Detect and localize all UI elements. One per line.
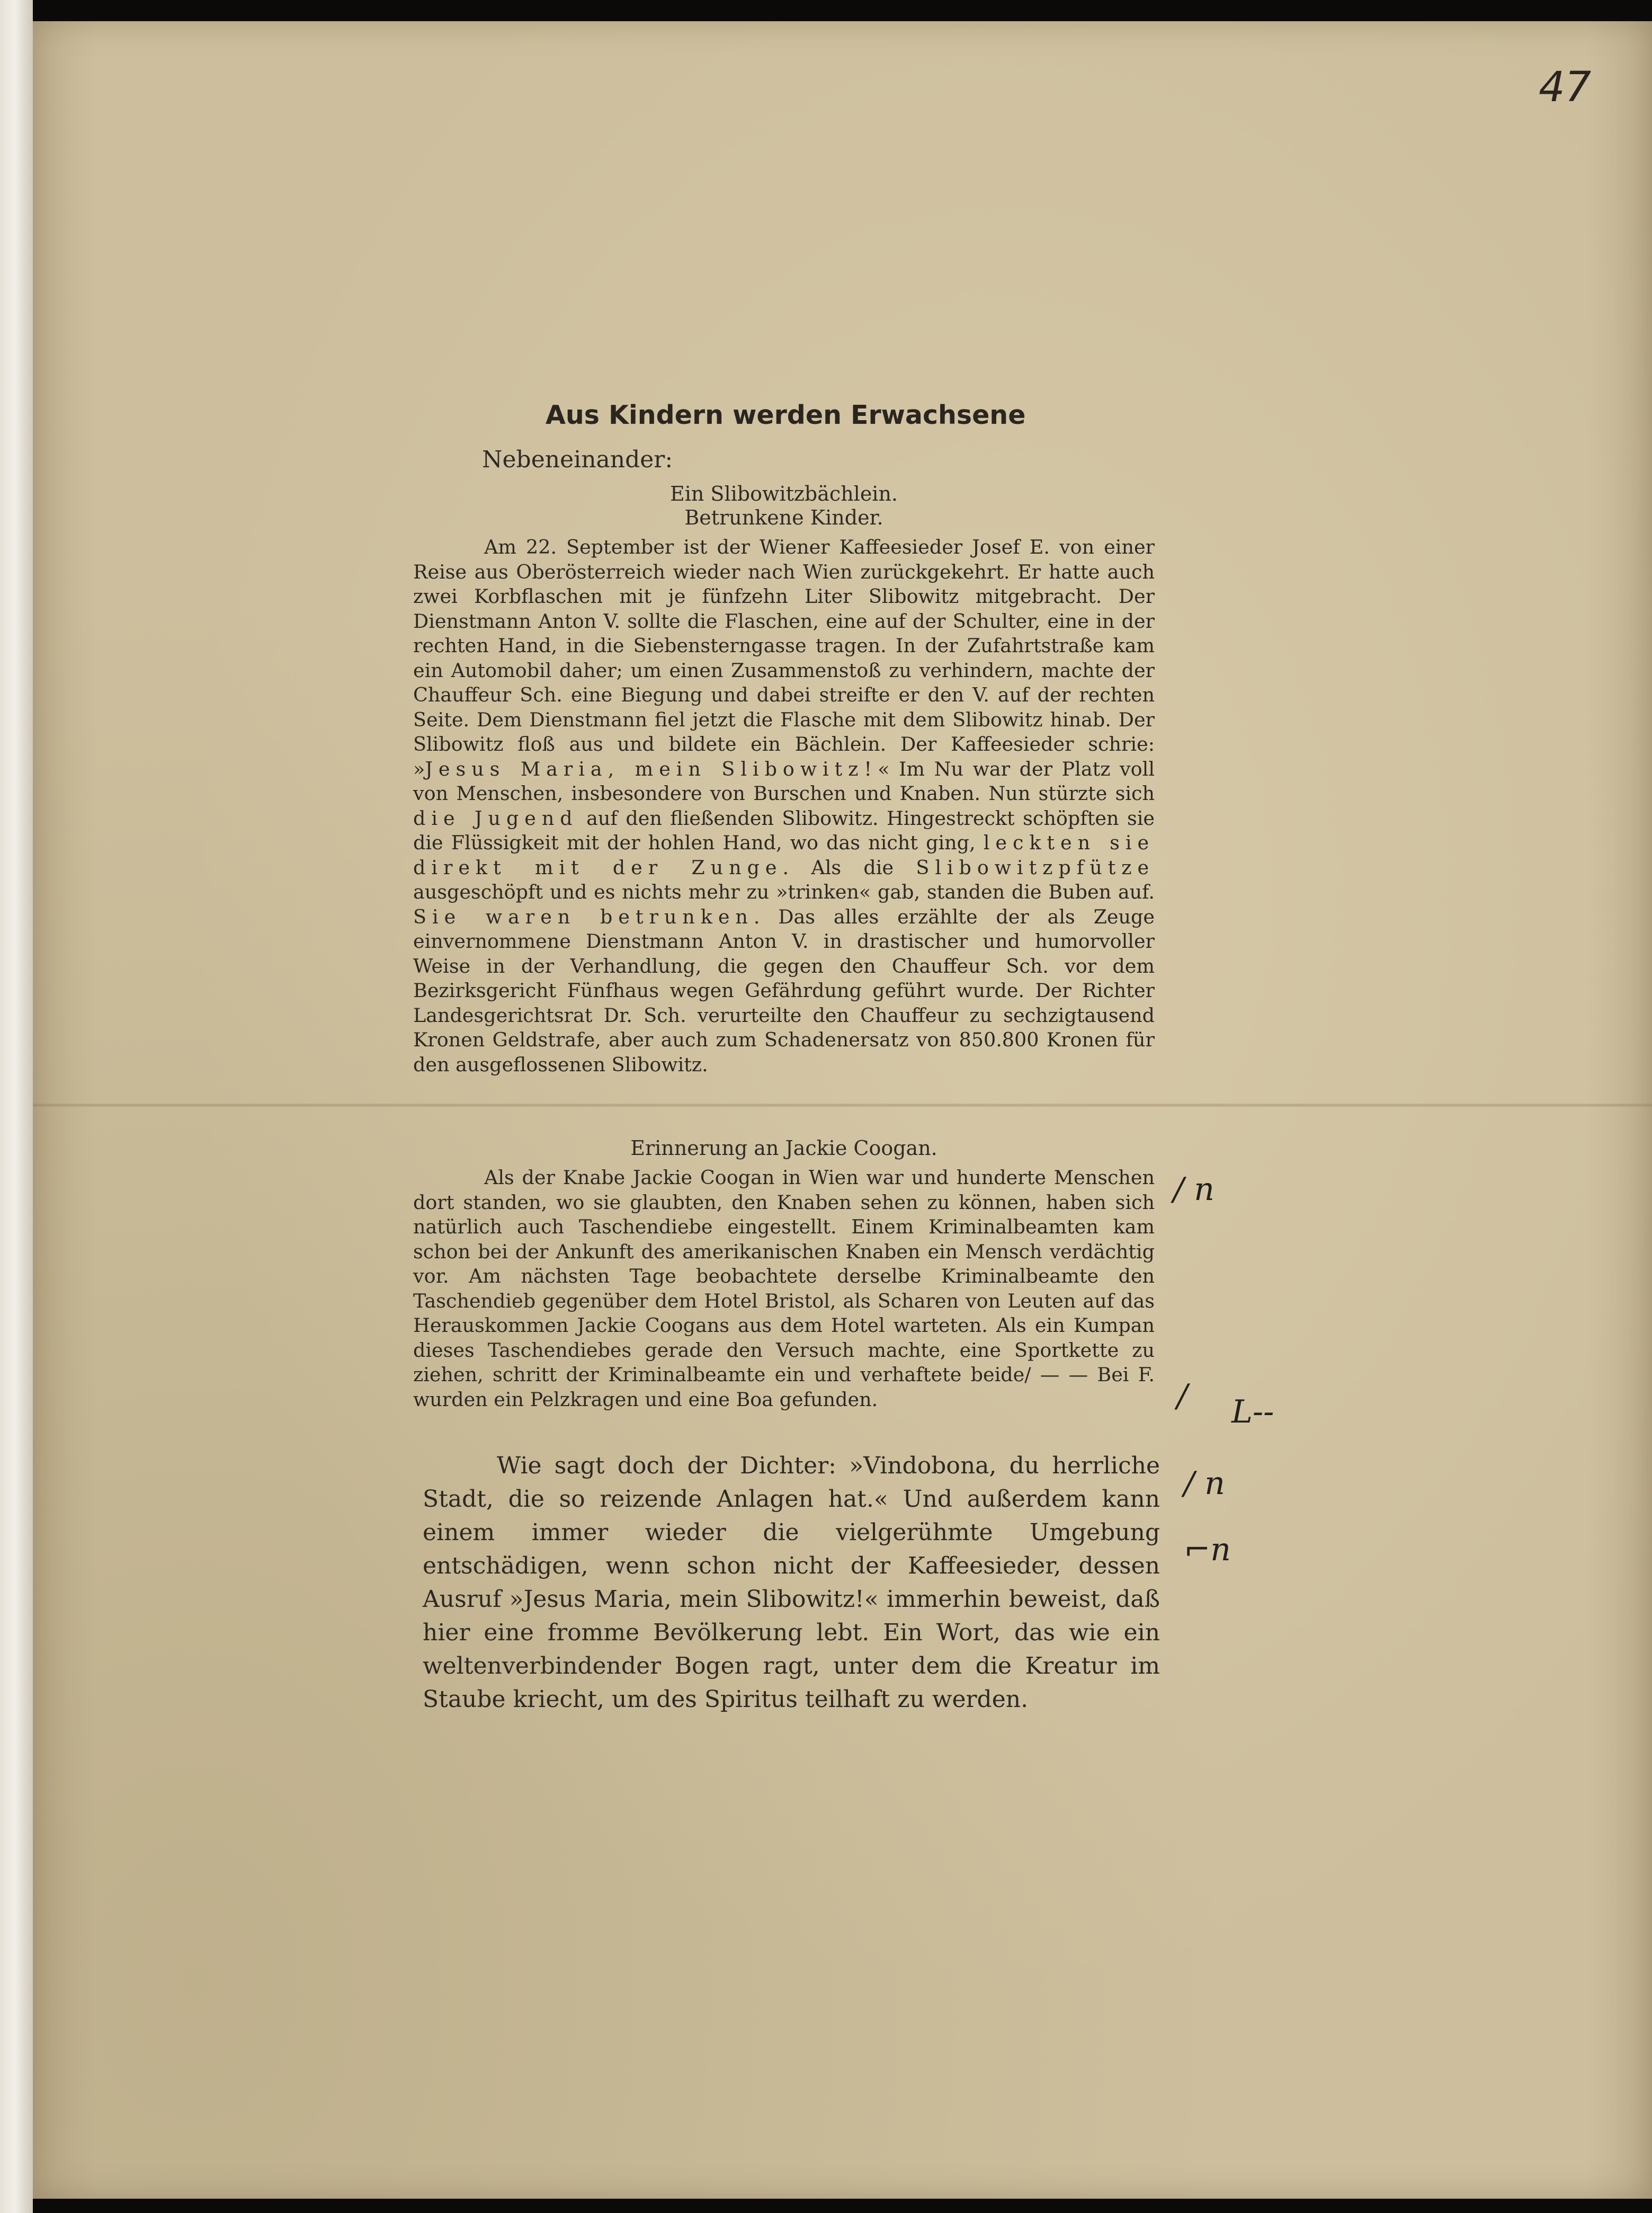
article-title: Aus Kindern werden Erwachsene	[546, 400, 1026, 430]
story1-text-a: Am 22. September ist der Wiener Kaffeesieder Josef E. von einer Reise aus Oberösterreich wieder nach Wien zurückgekehrt. Er hatte auch zwei Korbflaschen mit je fünfzehn Liter Slibowitz mitgebracht. Der Dienstmann Anton V. sollte die Flaschen, eine auf der Schulter, eine in der rechten Hand, in die Siebensterngasse tragen. In der Zufahrtstraße kam ein Automobil daher; um einen Zusammenstoß zu verhindern, machte der Chauffeur Sch. eine Biegung und dabei streifte er den V. auf der rechten Seite. Dem Dienstmann fiel jetzt die Flasche mit dem Slibowitz hinab. Der Slibowitz floß aus und bildete ein Bächlein. Der Kaffeesieder schrie: »	[413, 536, 1155, 780]
commentary-paragraph: Wie sagt doch der Dichter: »Vindobona, du herrliche Stadt, die so reizende Anlagen hat.« Und außerdem kann einem immer wieder die vielgerühmte Umgebung entschädigen, wenn schon nicht der Kaffeesieder, dessen Ausruf »Jesus Maria, mein Slibowitz!« immerhin beweist, daß hier eine fromme Bevölkerung lebt. Ein Wort, das wie ein weltenverbindender Bogen ragt, unter dem die Kreatur im Staube kriecht, um des Spiritus teilhaft zu werden.	[423, 1452, 1160, 1713]
page-fold-line	[33, 1103, 1652, 1107]
margin-mark-4: / n	[1184, 1465, 1225, 1502]
story1-spaced-b: die Jugend	[413, 806, 578, 830]
story1-text-e: ausgeschöpft und es nichts mehr zu »trinken« gab, standen die Buben auf.	[413, 881, 1155, 903]
story1-spaced-c: leckten sie direkt mit der Zunge	[413, 831, 1155, 879]
margin-mark-2: /	[1177, 1377, 1188, 1415]
margin-mark-1: / n	[1173, 1171, 1215, 1208]
story1-text-f: . Das alles erzählte der als Zeuge einvernommene Dienstmann Anton V. in drastischer und humorvoller Weise in der Verhandlung, die gegen den Chauffeur Sch. vor dem Bezirksgericht Fünfhaus wegen Gefährdung geführt wurde. Der Richter Landesgerichtsrat Dr. Sch. verurteilte den Chauffeur zu sechzigtausend Kronen Geldstrafe, aber auch zum Schadenersatz von 850.800 Kronen für den ausgeflossenen Slibowitz.	[413, 905, 1155, 1076]
book-binding-edge	[0, 0, 33, 2213]
story1-text-b: « Im Nu war der Platz voll von Menschen, insbesondere von Burschen und Knaben. Nun stürzte sich	[413, 757, 1155, 805]
section-label: Nebeneinander:	[482, 446, 673, 473]
story1-spaced-a: Jesus Maria, mein Slibowitz!	[425, 757, 878, 780]
story1-paragraph	[413, 535, 1155, 1077]
story1-text-c: auf den fließenden Slibowitz. Hingestreckt schöpften sie die Flüssigkeit mit der hohlen Hand, wo das nicht ging,	[413, 806, 1155, 854]
story1-spaced-d: Slibowitzpfütze	[916, 856, 1155, 879]
story1-spaced-e: Sie waren betrunken	[413, 905, 754, 928]
margin-mark-3: L--	[1231, 1393, 1274, 1430]
story2-headline: Erinnerung an Jackie Coogan.	[630, 1136, 937, 1160]
margin-mark-5: ⌐n	[1184, 1531, 1231, 1568]
story2-paragraph: Als der Knabe Jackie Coogan in Wien war und hunderte Menschen dort standen, wo sie glaubten, den Knaben sehen zu können, haben sich natürlich auch Taschendiebe eingestellt. Einem Kriminalbeamten kam schon bei der Ankunft des amerikanischen Knaben ein Mensch verdächtig vor. Am nächsten Tage beobachtete derselbe Kriminalbeamte den Taschendieb gegenüber dem Hotel Bristol, als Scharen von Leuten auf das Herauskommen Jackie Coogans aus dem Hotel warteten. Als ein Kumpan dieses Taschendiebes gerade den Versuch machte, eine Sportkette zu ziehen, schritt der Kriminalbeamte ein und verhaftete beide/ — — Bei F. wurden ein Pelzkragen und eine Boa gefunden.	[413, 1166, 1155, 1411]
story1-headline-2: Betrunkene Kinder.	[684, 506, 883, 529]
story1-text-d: . Als die	[782, 856, 916, 879]
page-number-handwritten: 47	[1539, 64, 1592, 111]
page-sheet	[33, 21, 1652, 2199]
story1-headline-1: Ein Slibowitzbächlein.	[669, 482, 898, 505]
